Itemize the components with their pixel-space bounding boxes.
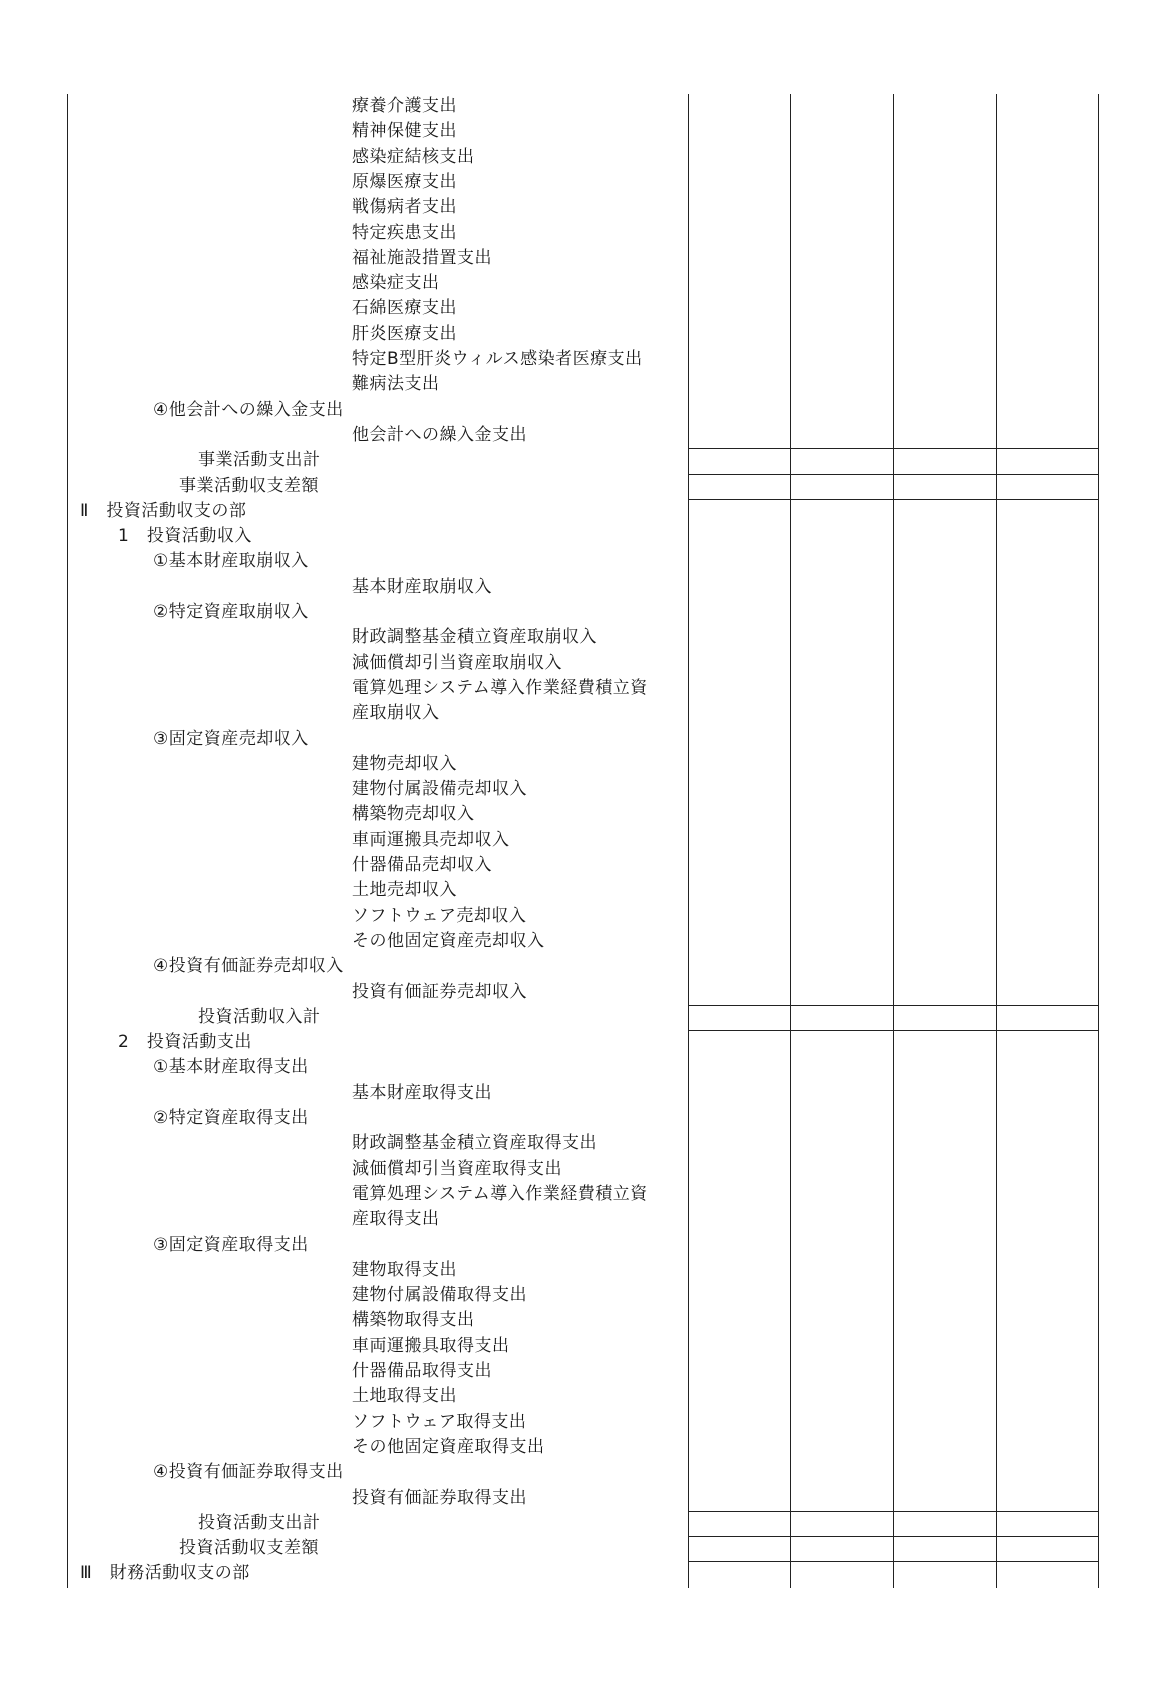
amount-column-border xyxy=(790,94,791,1588)
account-item-label: 特定B型肝炎ウィルス感染者医療支出 xyxy=(352,349,643,369)
account-item-label: 肝炎医療支出 xyxy=(352,323,457,344)
section-heading: Ⅲ 財務活動収支の部 xyxy=(80,1563,250,1584)
account-item-label: 什器備品取得支出 xyxy=(352,1361,492,1381)
account-item-label: 構築物取得支出 xyxy=(352,1310,475,1331)
account-item-label: 石綿医療支出 xyxy=(352,298,457,319)
account-item-label: その他固定資産取得支出 xyxy=(352,1436,545,1457)
account-item-label: 他会計への繰入金支出 xyxy=(352,424,527,445)
account-item-label: 産取得支出 xyxy=(352,1209,440,1230)
account-item-label: ④投資有価証券取得支出 xyxy=(153,1462,344,1483)
total-row-top-rule xyxy=(688,1536,1099,1537)
account-item-label: 土地取得支出 xyxy=(352,1386,457,1407)
account-item-label: ③固定資産売却収入 xyxy=(153,728,309,749)
account-item-label: ソフトウェア売却収入 xyxy=(352,905,527,926)
total-row-label: 事業活動支出計 xyxy=(198,450,321,471)
total-row-bottom-rule xyxy=(688,1030,1099,1031)
total-row-label: 投資活動支出計 xyxy=(198,1512,321,1533)
account-item-label: 土地売却収入 xyxy=(352,880,457,901)
section-heading: Ⅱ 投資活動収支の部 xyxy=(80,500,247,521)
account-item-label: 構築物売却収入 xyxy=(352,804,475,825)
account-item-label: ④投資有価証券売却収入 xyxy=(153,956,344,977)
account-item-label: 感染症支出 xyxy=(352,273,440,294)
account-item-label: ①基本財産取得支出 xyxy=(153,1057,309,1078)
account-item-label: 財政調整基金積立資産取得支出 xyxy=(352,1133,597,1154)
total-row-top-rule xyxy=(688,1005,1099,1006)
account-item-label: 投資有価証券取得支出 xyxy=(352,1487,527,1508)
account-item-label: 感染症結核支出 xyxy=(352,146,475,167)
account-item-label: 療養介護支出 xyxy=(352,96,457,116)
amount-column-border xyxy=(688,94,689,1588)
account-item-label: 戦傷病者支出 xyxy=(352,197,457,218)
account-item-label: 2 投資活動支出 xyxy=(118,1032,252,1053)
account-item-label: 財政調整基金積立資産取崩収入 xyxy=(352,627,597,648)
account-item-label: ②特定資産取崩収入 xyxy=(153,602,309,622)
amount-column-border xyxy=(893,94,894,1588)
total-row-label: 事業活動収支差額 xyxy=(179,475,319,496)
account-item-label: 車両運搬具取得支出 xyxy=(352,1335,510,1356)
total-row-label: 投資活動収支差額 xyxy=(179,1538,319,1559)
account-item-label: 基本財産取崩収入 xyxy=(352,576,492,597)
amount-column-border xyxy=(996,94,997,1588)
account-item-label: ①基本財産取崩収入 xyxy=(153,551,309,572)
account-item-label: 電算処理システム導入作業経費積立資 xyxy=(352,677,648,698)
account-item-label: 電算処理システム導入作業経費積立資 xyxy=(352,1183,648,1204)
account-item-label: 投資有価証券売却収入 xyxy=(352,981,527,1002)
account-item-label: 建物売却収入 xyxy=(352,753,457,774)
account-item-label: 車両運搬具売却収入 xyxy=(352,829,510,850)
account-item-label: 建物付属設備取得支出 xyxy=(352,1285,527,1306)
account-item-label: 難病法支出 xyxy=(352,374,440,395)
account-item-label: ③固定資産取得支出 xyxy=(153,1234,309,1255)
account-item-label: 福祉施設措置支出 xyxy=(352,247,492,268)
total-row-top-rule xyxy=(688,474,1099,475)
total-row-bottom-rule xyxy=(688,1561,1099,1562)
account-item-label: その他固定資産売却収入 xyxy=(352,930,545,951)
account-item-label: 産取崩収入 xyxy=(352,703,440,724)
account-item-label: ④他会計への繰入金支出 xyxy=(153,399,344,420)
account-item-label: ソフトウェア取得支出 xyxy=(352,1411,527,1432)
account-item-label: 建物付属設備売却収入 xyxy=(352,779,527,800)
account-item-label: ②特定資産取得支出 xyxy=(153,1108,309,1128)
account-item-label: 原爆医療支出 xyxy=(352,171,457,192)
total-row-top-rule xyxy=(688,1511,1099,1512)
account-item-label: 建物取得支出 xyxy=(352,1259,457,1280)
total-row-top-rule xyxy=(688,448,1099,449)
total-row-bottom-rule xyxy=(688,499,1099,500)
account-item-label: 減価償却引当資産取崩収入 xyxy=(352,652,562,673)
table-left-border xyxy=(67,94,68,1588)
account-item-label: 1 投資活動収入 xyxy=(118,526,252,547)
account-item-label: 特定疾患支出 xyxy=(352,222,457,243)
total-row-label: 投資活動収入計 xyxy=(198,1006,321,1027)
account-item-label: 精神保健支出 xyxy=(352,121,457,142)
account-item-label: 什器備品売却収入 xyxy=(352,855,492,875)
amount-column-border xyxy=(1098,94,1099,1588)
account-item-label: 減価償却引当資産取得支出 xyxy=(352,1158,562,1179)
account-item-label: 基本財産取得支出 xyxy=(352,1082,492,1103)
